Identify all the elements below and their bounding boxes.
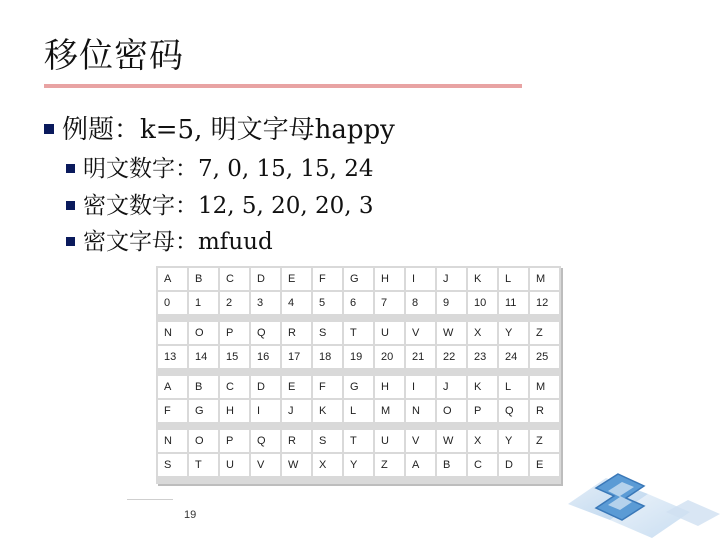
gap-cell xyxy=(158,424,559,428)
bullet-value: 12, 5, 20, 20, 3 xyxy=(198,193,374,219)
table-cell: 13 xyxy=(158,346,187,368)
table-cell: C xyxy=(468,454,497,476)
table-cell: S xyxy=(313,430,342,452)
table-row xyxy=(158,292,559,314)
row-gap xyxy=(158,424,559,428)
s-logo-icon xyxy=(548,456,720,540)
table-cell: C xyxy=(220,268,249,290)
table-cell: B xyxy=(437,454,466,476)
table-cell: V xyxy=(406,430,435,452)
table-cell: Q xyxy=(499,400,528,422)
bullet-icon xyxy=(44,124,54,134)
table-cell: V xyxy=(251,454,280,476)
table-row xyxy=(158,454,559,476)
table-cell: U xyxy=(220,454,249,476)
table-cell: 7 xyxy=(375,292,404,314)
example-text: k=5, 明文字母happy xyxy=(140,115,395,145)
table-cell: I xyxy=(251,400,280,422)
table-cell: T xyxy=(344,322,373,344)
table-cell: Y xyxy=(499,430,528,452)
bullet-icon xyxy=(66,237,75,246)
table-cell: A xyxy=(158,376,187,398)
table-cell: H xyxy=(375,376,404,398)
table-cell: D xyxy=(499,454,528,476)
table-row xyxy=(158,376,559,398)
table-cell: E xyxy=(282,268,311,290)
table-cell: Z xyxy=(375,454,404,476)
table-cell: B xyxy=(189,268,218,290)
bullet-value: mfuud xyxy=(198,229,273,255)
row-gap xyxy=(158,316,559,320)
table-cell: R xyxy=(282,322,311,344)
table-cell: 25 xyxy=(530,346,559,368)
table-cell: V xyxy=(406,322,435,344)
table-cell: 14 xyxy=(189,346,218,368)
table-cell: 2 xyxy=(220,292,249,314)
table-cell: J xyxy=(437,268,466,290)
slide-title: 移位密码 xyxy=(44,36,184,76)
table-cell: 16 xyxy=(251,346,280,368)
table-row xyxy=(158,346,559,368)
table-cell: G xyxy=(344,376,373,398)
table-cell: P xyxy=(220,322,249,344)
table-cell: S xyxy=(313,322,342,344)
table-cell: L xyxy=(499,268,528,290)
table-cell: P xyxy=(220,430,249,452)
title-underline xyxy=(44,84,522,88)
table-cell: E xyxy=(530,454,559,476)
page-number: 19 xyxy=(184,509,197,521)
table-cell: D xyxy=(251,268,280,290)
table-cell: L xyxy=(499,376,528,398)
footer-divider xyxy=(127,499,173,500)
table-cell: 0 xyxy=(158,292,187,314)
table-cell: 24 xyxy=(499,346,528,368)
table-cell: F xyxy=(313,376,342,398)
table-cell: O xyxy=(437,400,466,422)
table-cell: P xyxy=(468,400,497,422)
table-cell: H xyxy=(220,400,249,422)
table-cell: G xyxy=(344,268,373,290)
bullet-icon xyxy=(66,201,75,210)
table-cell: K xyxy=(468,268,497,290)
table-cell: F xyxy=(158,400,187,422)
table-cell: 8 xyxy=(406,292,435,314)
table-cell: R xyxy=(530,400,559,422)
bullet-label: 密文数字： xyxy=(83,193,198,219)
table-cell: Q xyxy=(251,430,280,452)
table-cell: N xyxy=(158,322,187,344)
table-cell: 1 xyxy=(189,292,218,314)
table-cell: M xyxy=(375,400,404,422)
bullet-label: 明文数字： xyxy=(83,156,198,182)
table-cell: I xyxy=(406,376,435,398)
table-cell: O xyxy=(189,322,218,344)
table-cell: M xyxy=(530,376,559,398)
table-cell: J xyxy=(437,376,466,398)
example-line xyxy=(44,112,395,148)
shift-table-grid xyxy=(156,266,561,478)
bullet-cipher-numbers xyxy=(66,191,374,221)
bullet-cipher-letters xyxy=(66,227,273,257)
table-cell: O xyxy=(189,430,218,452)
table-cell: 20 xyxy=(375,346,404,368)
bullet-icon xyxy=(66,164,75,173)
table-cell: R xyxy=(282,430,311,452)
table-cell: U xyxy=(375,430,404,452)
table-cell: 23 xyxy=(468,346,497,368)
table-cell: 17 xyxy=(282,346,311,368)
table-cell: 6 xyxy=(344,292,373,314)
table-cell: N xyxy=(158,430,187,452)
table-cell: W xyxy=(282,454,311,476)
table-cell: 12 xyxy=(530,292,559,314)
table-cell: J xyxy=(282,400,311,422)
shift-table xyxy=(156,266,561,484)
table-cell: 21 xyxy=(406,346,435,368)
table-cell: C xyxy=(220,376,249,398)
table-cell: 18 xyxy=(313,346,342,368)
table-cell: U xyxy=(375,322,404,344)
table-row xyxy=(158,322,559,344)
bullet-value: 7, 0, 15, 15, 24 xyxy=(198,156,374,182)
table-cell: 9 xyxy=(437,292,466,314)
table-cell: K xyxy=(313,400,342,422)
table-cell: Z xyxy=(530,322,559,344)
table-cell: N xyxy=(406,400,435,422)
table-cell: T xyxy=(344,430,373,452)
table-cell: 11 xyxy=(499,292,528,314)
table-cell: A xyxy=(406,454,435,476)
table-row xyxy=(158,430,559,452)
gap-cell xyxy=(158,316,559,320)
example-prefix: 例题： xyxy=(62,115,141,145)
table-cell: X xyxy=(313,454,342,476)
table-cell: M xyxy=(530,268,559,290)
table-cell: K xyxy=(468,376,497,398)
table-cell: S xyxy=(158,454,187,476)
table-cell: G xyxy=(189,400,218,422)
table-row xyxy=(158,268,559,290)
table-cell: Y xyxy=(499,322,528,344)
bullet-label: 密文字母： xyxy=(83,229,198,255)
table-cell: A xyxy=(158,268,187,290)
table-cell: X xyxy=(468,430,497,452)
table-cell: Q xyxy=(251,322,280,344)
table-cell: F xyxy=(313,268,342,290)
table-cell: 15 xyxy=(220,346,249,368)
table-cell: 19 xyxy=(344,346,373,368)
table-cell: Z xyxy=(530,430,559,452)
table-cell: X xyxy=(468,322,497,344)
table-cell: 3 xyxy=(251,292,280,314)
table-cell: T xyxy=(189,454,218,476)
table-cell: Y xyxy=(344,454,373,476)
row-gap xyxy=(158,370,559,374)
table-cell: 10 xyxy=(468,292,497,314)
table-cell: E xyxy=(282,376,311,398)
table-cell: 22 xyxy=(437,346,466,368)
table-cell: W xyxy=(437,430,466,452)
table-cell: D xyxy=(251,376,280,398)
table-cell: L xyxy=(344,400,373,422)
table-cell: 4 xyxy=(282,292,311,314)
table-cell: I xyxy=(406,268,435,290)
table-cell: H xyxy=(375,268,404,290)
bullet-plain-numbers xyxy=(66,154,374,184)
table-cell: 5 xyxy=(313,292,342,314)
table-row xyxy=(158,400,559,422)
gap-cell xyxy=(158,370,559,374)
table-cell: W xyxy=(437,322,466,344)
table-cell: B xyxy=(189,376,218,398)
